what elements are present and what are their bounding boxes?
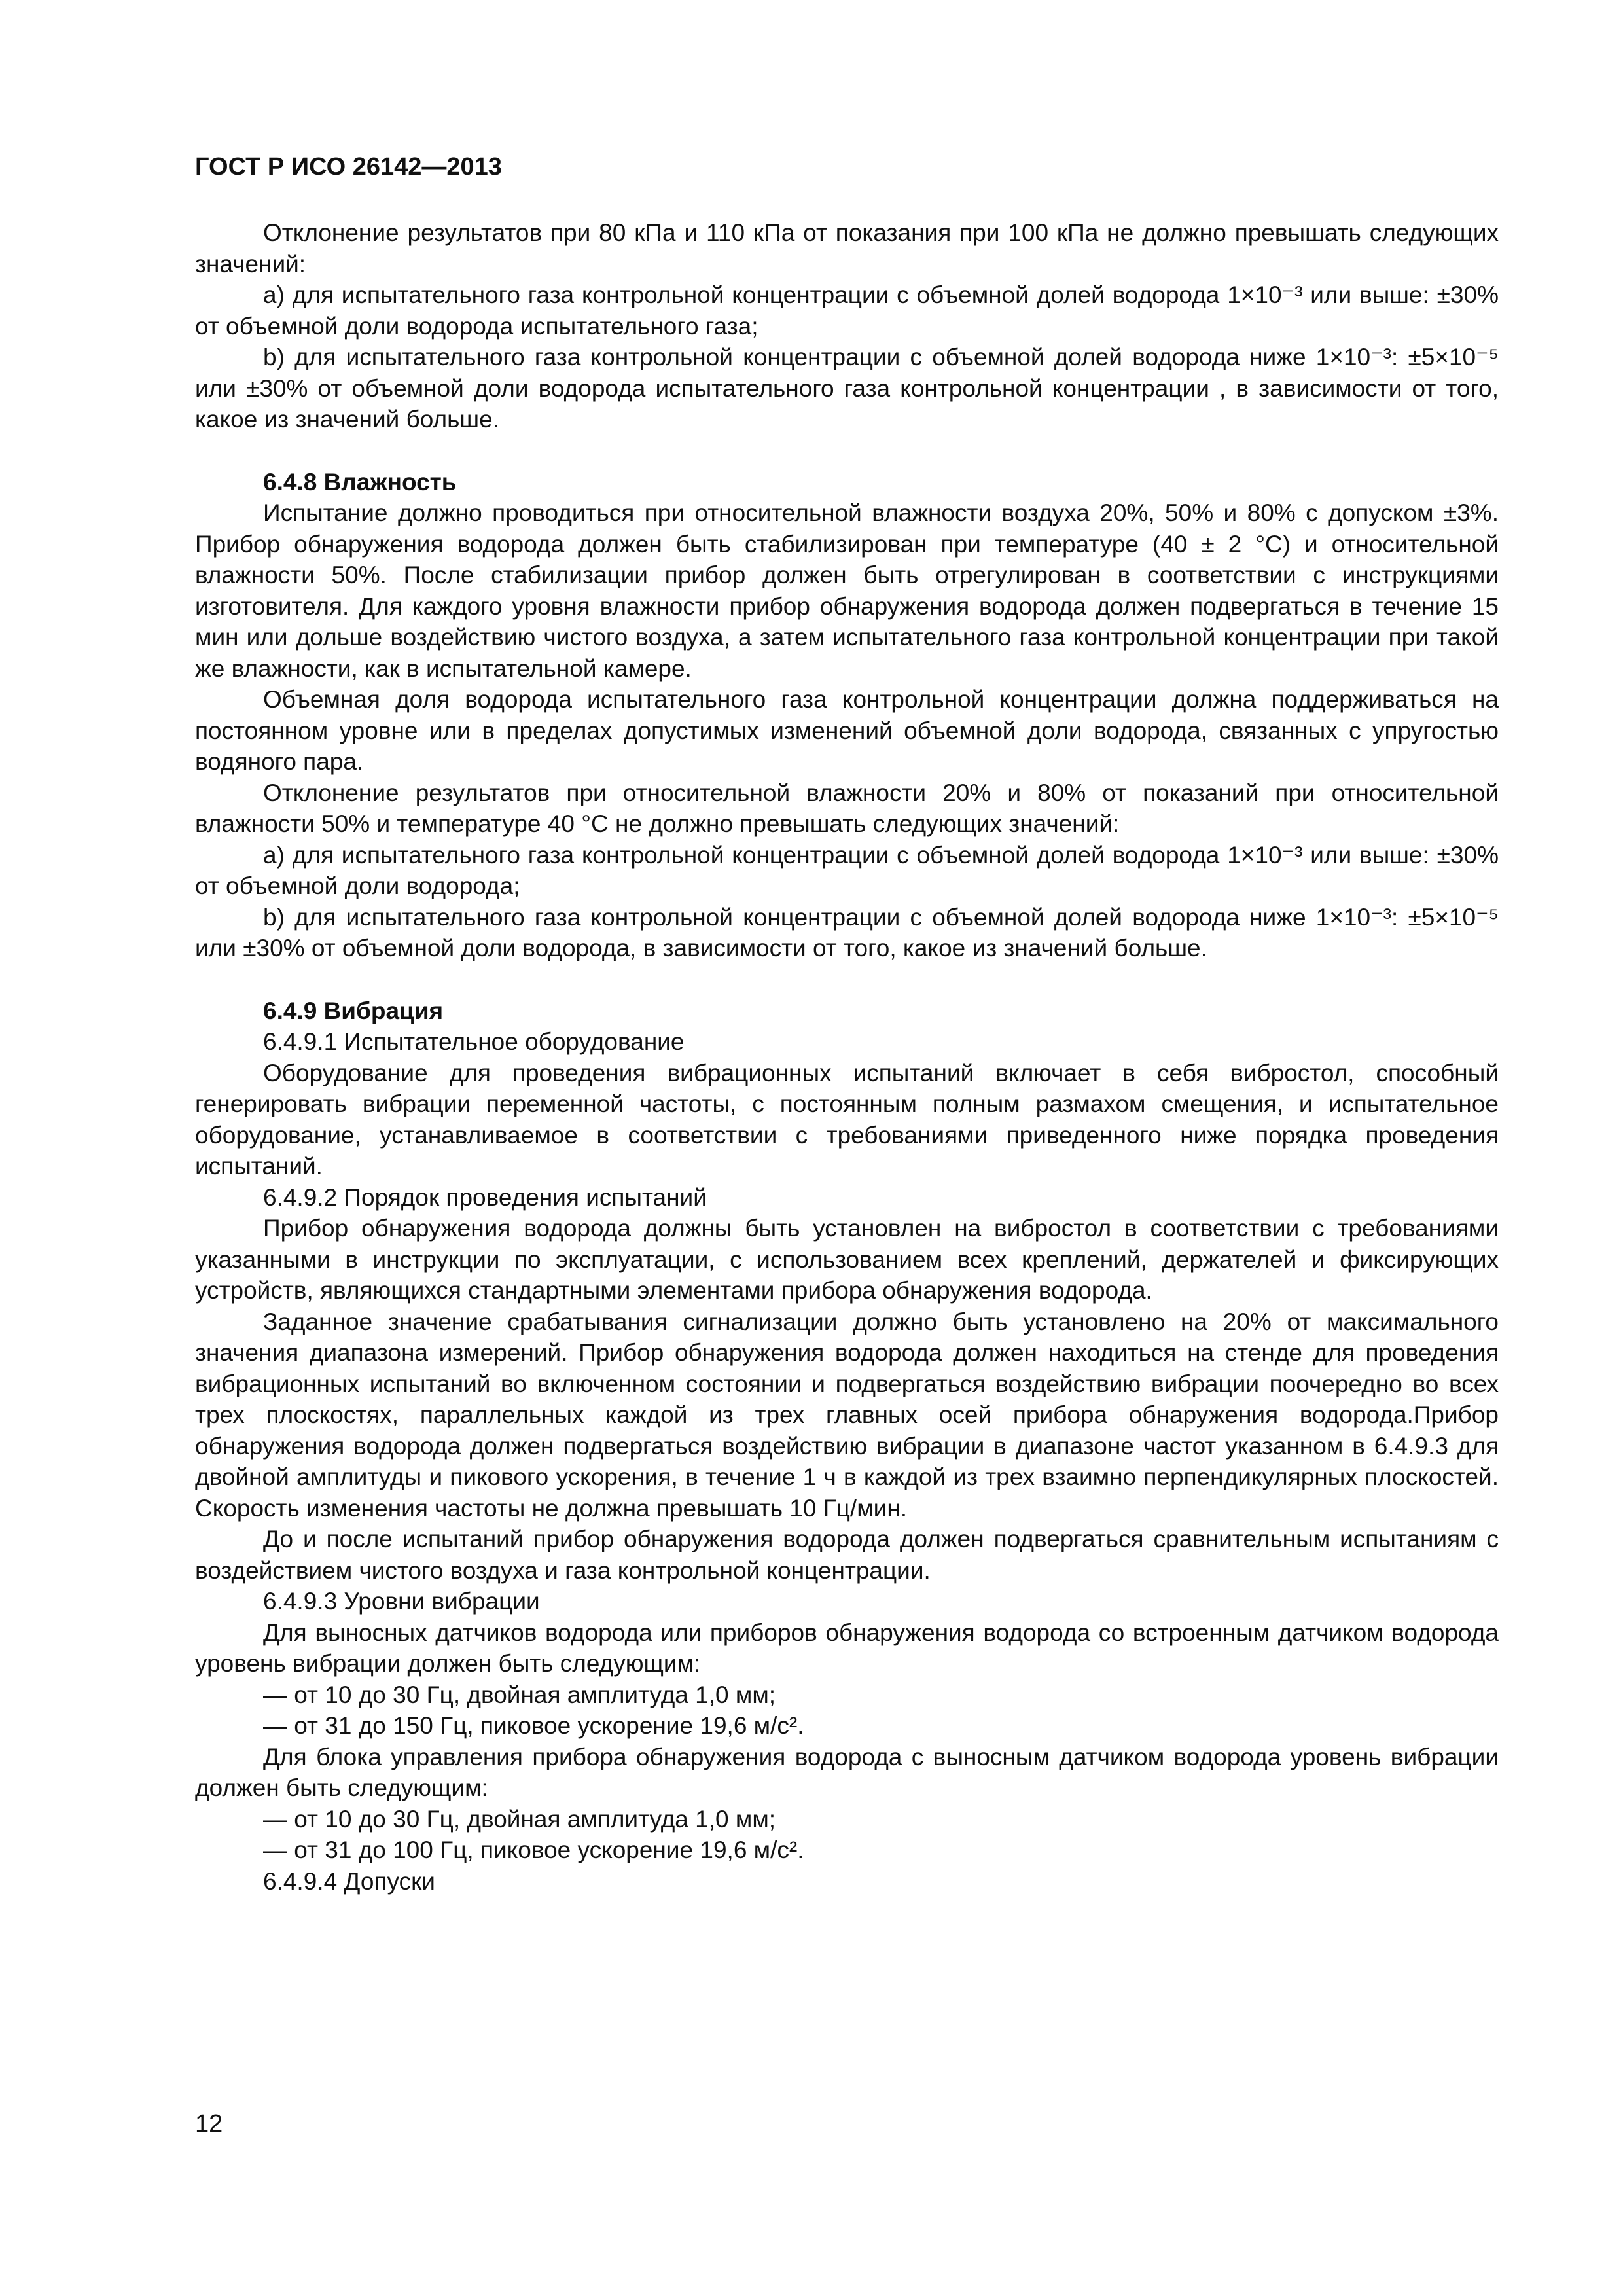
paragraph: Отклонение результатов при 80 кПа и 110 кПа от показания при 100 кПа не должно превышать следующих значений: [195,219,1499,278]
paragraph: a) для испытательного газа контрольной концентрации с объемной долей водорода 1×10⁻³ или выше: ±30% от объемной доли водорода испытательного газа; [195,281,1499,340]
paragraph: До и после испытаний прибор обнаружения водорода должен подвергаться сравнительным испытаниям с воздействием чистого воздуха и газа контрольной концентрации. [195,1526,1499,1584]
paragraph: 6.4.9.3 Уровни вибрации [263,1588,540,1615]
section-heading: 6.4.9 Вибрация [263,997,444,1024]
paragraph: Испытание должно проводиться при относительной влажности воздуха 20%, 50% и 80% с допуском ±3%. Прибор обнаружения водорода должен быть стабилизирован при температуре (40 ± 2 °C) и относительной влажности 50%. После стабилизации прибор должен быть отрегулирован в соответствии с инструкциями изготовителя. Для каждого уровня влажности прибор обнаружения водорода должен подвергаться в течение 15 мин или дольше воздействию чистого воздуха, а затем испытательного газа контрольной концентрации при такой же влажности, как в испытательной камере. [195,499,1499,682]
document-body [195,217,1499,1897]
paragraph: — от 10 до 30 Гц, двойная амплитуда 1,0 мм; [263,1805,776,1833]
paragraph: — от 31 до 100 Гц, пиковое ускорение 19,6 м/с². [263,1837,804,1863]
paragraph: Объемная доля водорода испытательного газа контрольной концентрации должна поддерживаться на постоянном уровне или в пределах допустимых изменений объемной доли водорода, связанных с упругостью водяного пара. [195,686,1499,775]
paragraph: Прибор обнаружения водорода должны быть установлен на вибростол в соответствии с требованиями указанными в инструкции по эксплуатации, с использованием всех креплений, держателей и фиксирующих устройств, являющихся стандартными элементами прибора обнаружения водорода. [195,1215,1499,1304]
paragraph: 6.4.9.1 Испытательное оборудование [263,1028,685,1055]
paragraph: Для выносных датчиков водорода или приборов обнаружения водорода со встроенным датчиком водорода уровень вибрации должен быть следующим: [195,1619,1499,1677]
paragraph: — от 10 до 30 Гц, двойная амплитуда 1,0 мм; [263,1681,776,1708]
paragraph: a) для испытательного газа контрольной концентрации с объемной долей водорода 1×10⁻³ или выше: ±30% от объемной доли водорода; [195,841,1499,899]
paragraph: b) для испытательного газа контрольной концентрации с объемной долей водорода ниже 1×10⁻³: ±5×10⁻⁵ или ±30% от объемной доли водорода, в зависимости от того, какое из значений больше. [195,903,1499,961]
paragraph: 6.4.9.2 Порядок проведения испытаний [263,1183,707,1211]
paragraph: Отклонение результатов при относительной влажности 20% и 80% от показаний при относительной влажности 50% и температуре 40 °C не должно превышать следующих значений: [195,779,1499,837]
spacer [195,435,1499,467]
paragraph: — от 31 до 150 Гц, пиковое ускорение 19,6 м/с². [263,1712,804,1739]
spacer [195,964,1499,996]
page-number: 12 [195,2110,223,2138]
paragraph: Заданное значение срабатывания сигнализации должно быть установлено на 20% от максимального значения диапазона измерений. Прибор обнаружения водорода должен находиться на стенде для проведения вибрационных испытаний во включенном состоянии и подвергаться воздействию вибрации поочередно во всех трех плоскостях, параллельных каждой из трех главных осей прибора обнаружения водорода.Прибор обнаружения водорода должен подвергаться воздействию вибрации в диапазоне частот указанном в 6.4.9.3 для двойной амплитуды и пикового ускорения, в течение 1 ч в каждой из трех взаимно перпендикулярных плоскостей. Скорость изменения частоты не должна превышать 10 Гц/мин. [195,1308,1499,1522]
paragraph: Оборудование для проведения вибрационных испытаний включает в себя вибростол, способный генерировать вибрации переменной частоты, с постоянным полным размахом смещения, и испытательное оборудование, устанавливаемое в соответствии с требованиями приведенного ниже порядка проведения испытаний. [195,1059,1499,1179]
section-heading: 6.4.8 Влажность [263,468,457,495]
document-header: ГОСТ Р ИСО 26142—2013 [195,153,502,181]
paragraph: Для блока управления прибора обнаружения водорода с выносным датчиком водорода уровень вибрации должен быть следующим: [195,1743,1499,1801]
paragraph: 6.4.9.4 Допуски [263,1867,435,1895]
paragraph: b) для испытательного газа контрольной концентрации с объемной долей водорода ниже 1×10⁻³: ±5×10⁻⁵ или ±30% от объемной доли водорода испытательного газа контрольной концентрации , в зависимости от того, какое из значений больше. [195,344,1499,433]
